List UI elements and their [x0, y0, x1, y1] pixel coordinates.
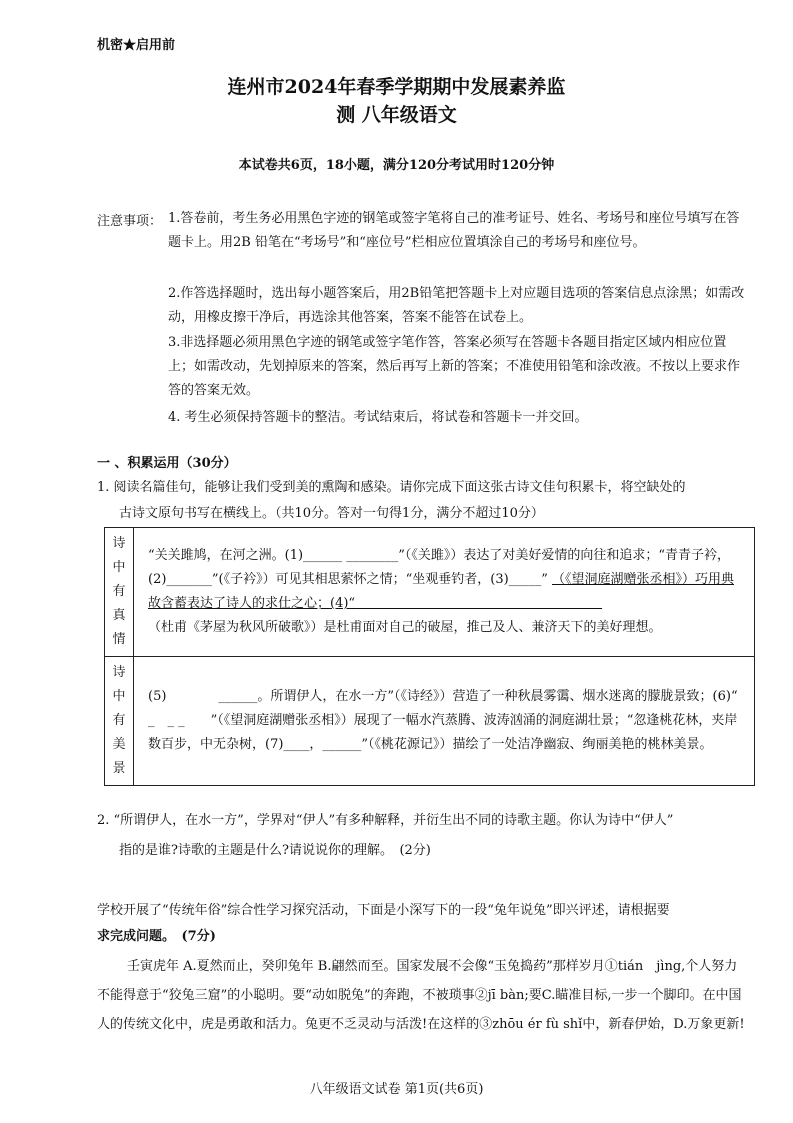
card-content-1 [134, 528, 755, 657]
confidential-mark: 机密★启用前 [97, 38, 176, 53]
side-char: 情 [112, 632, 126, 647]
side-char: 美 [112, 737, 126, 752]
question-1-line1: 1. 阅读名篇佳句，能够让我们受到美的熏陶和感染。请你完成下面这张古诗文佳句积累卡，将空缺处的 [97, 480, 686, 495]
question-1-line2: 古诗文原句书写在横线上。（共10分。答对一句得1分，满分不超过10分） [119, 506, 544, 521]
side-char: 景 [112, 761, 126, 776]
notice-item-1: 1.答卷前，考生务必用黑色字迹的钢笔或签字笔将自己的准考证号、姓名、考场号和座位号填写在答题卡上。用2B 铅笔在“考场号”和“座位号”栏相应位置填涂自己的考场号和座位号。 [168, 211, 740, 250]
side-char: 诗 [112, 665, 126, 680]
question-3-score: (7分) [181, 929, 216, 944]
question-1 [97, 475, 742, 527]
side-char: 真 [112, 608, 126, 623]
notice-item-4: 4. 考生必须保持答题卡的整洁。考试结束后，将试卷和答题卡一并交回。 [168, 410, 588, 425]
question-2-line1: 2. “所谓伊人，在水一方”，学界对“伊人”有多种解释，并衍生出不同的诗歌主题。你认为诗中“伊人” [97, 813, 674, 828]
exam-title-line2: 测 八年级语文 [336, 104, 457, 126]
question-3-intro-line1: 学校开展了“传统年俗”综合性学习探究活动，下面是小深写下的一段“兔年说兔”即兴评述，请根据要 [97, 903, 670, 918]
side-char: 有 [112, 713, 126, 728]
card-1-text-a: “关关雎鸠，在河之洲。(1)______ ________”（《关雎》）表达了对美好爱情的向往和追求；“青青子衿，(2)_______”(《子衿》）可见其相思萦怀之情；“坐观垂钓者，(3)_____” [148, 548, 730, 587]
card-side-label-1 [105, 528, 134, 657]
exam-title-line1: 连州市2024年春季学期期中发展素养监 [227, 76, 566, 98]
notice-item-3: 3.非选择题必须用黑色字迹的钢笔或签字笔作答，答案必须写在答题卡各题目指定区域内相应位置上；如需改动，先划掉原来的答案，然后再写上新的答案；不准使用铅笔和涂改液。不按以上要求作答的答案无效。 [168, 335, 741, 398]
poetry-card-table [104, 527, 755, 786]
question-3-intro-line2: 求完成问题。 [97, 929, 169, 944]
question-2-line2: 指的是谁?诗歌的主题是什么?请说说你的理解。 (2分) [119, 843, 431, 858]
page-footer: 八年级语文试卷 第1页(共6页) [309, 1082, 484, 1097]
question-3-intro [97, 898, 747, 950]
exam-subtitle: 本试卷共6页，18小题，满分120分考试用时120分钟 [238, 158, 555, 173]
notice-item-2: 2.作答选择题时，选出每小题答案后，用2B铅笔把答题卡上对应题目选项的答案信息点涂黑；如需改动，用橡皮擦干净后，再选涂其他答案，答案不能答在试卷上。 [168, 286, 745, 325]
section-heading: 一 、积累运用（30分） [97, 456, 237, 471]
card-1-text-b: （《望洞庭湖赠张丞相》）巧用典故含蓄表达了诗人的求仕之心；(4)“ [148, 572, 734, 611]
card-row-beautiful-scene [105, 657, 755, 786]
card-content-2: (5) ______。所谓伊人，在水一方”（《诗经》）营造了一种秋晨雾霭、烟水迷离的朦胧景致；(6)“ _ _ _ ”（《望洞庭湖赠张丞相》）展现了一幅水汽蒸腾、波涛汹涌的洞庭湖壮景；“忽逢桃花林，夹岸数百步，中无杂树，(7)____，______”（《桃花源记》）描绘了一处洁净幽寂、绚丽美艳的桃林美景。 [134, 657, 755, 786]
side-char: 中 [112, 560, 126, 575]
side-char: 诗 [112, 536, 126, 551]
notice-label: 注意事项： [97, 214, 163, 229]
blank-4[interactable] [355, 596, 602, 611]
question-2 [97, 806, 757, 866]
card-row-true-feeling [105, 528, 755, 657]
side-char: 有 [112, 584, 126, 599]
question-3-passage: 壬寅虎年 A.夏然而止，癸卯兔年 B.翩然而至。国家发展不会像“玉兔捣药”那样岁月①tián jìng,个人努力不能得意于“狡兔三窟”的小聪明。要“动如脱兔”的奔跑，不被琐事②jī bàn;要C.瞄准目标,一步一个脚印。在中国人的传统文化中，虎是勇敢和活力。兔更不乏灵动与活泼!在这样的③zhōu ér fù shǐ中，新春伊始，D.万象更新! [97, 959, 745, 1032]
side-char: 中 [112, 689, 126, 704]
card-1-text-c: （杜甫《茅屋为秋风所破歌》）是杜甫面对自己的破屋，推己及人、兼济天下的美好理想。 [148, 620, 662, 635]
card-side-label-2 [105, 657, 134, 786]
